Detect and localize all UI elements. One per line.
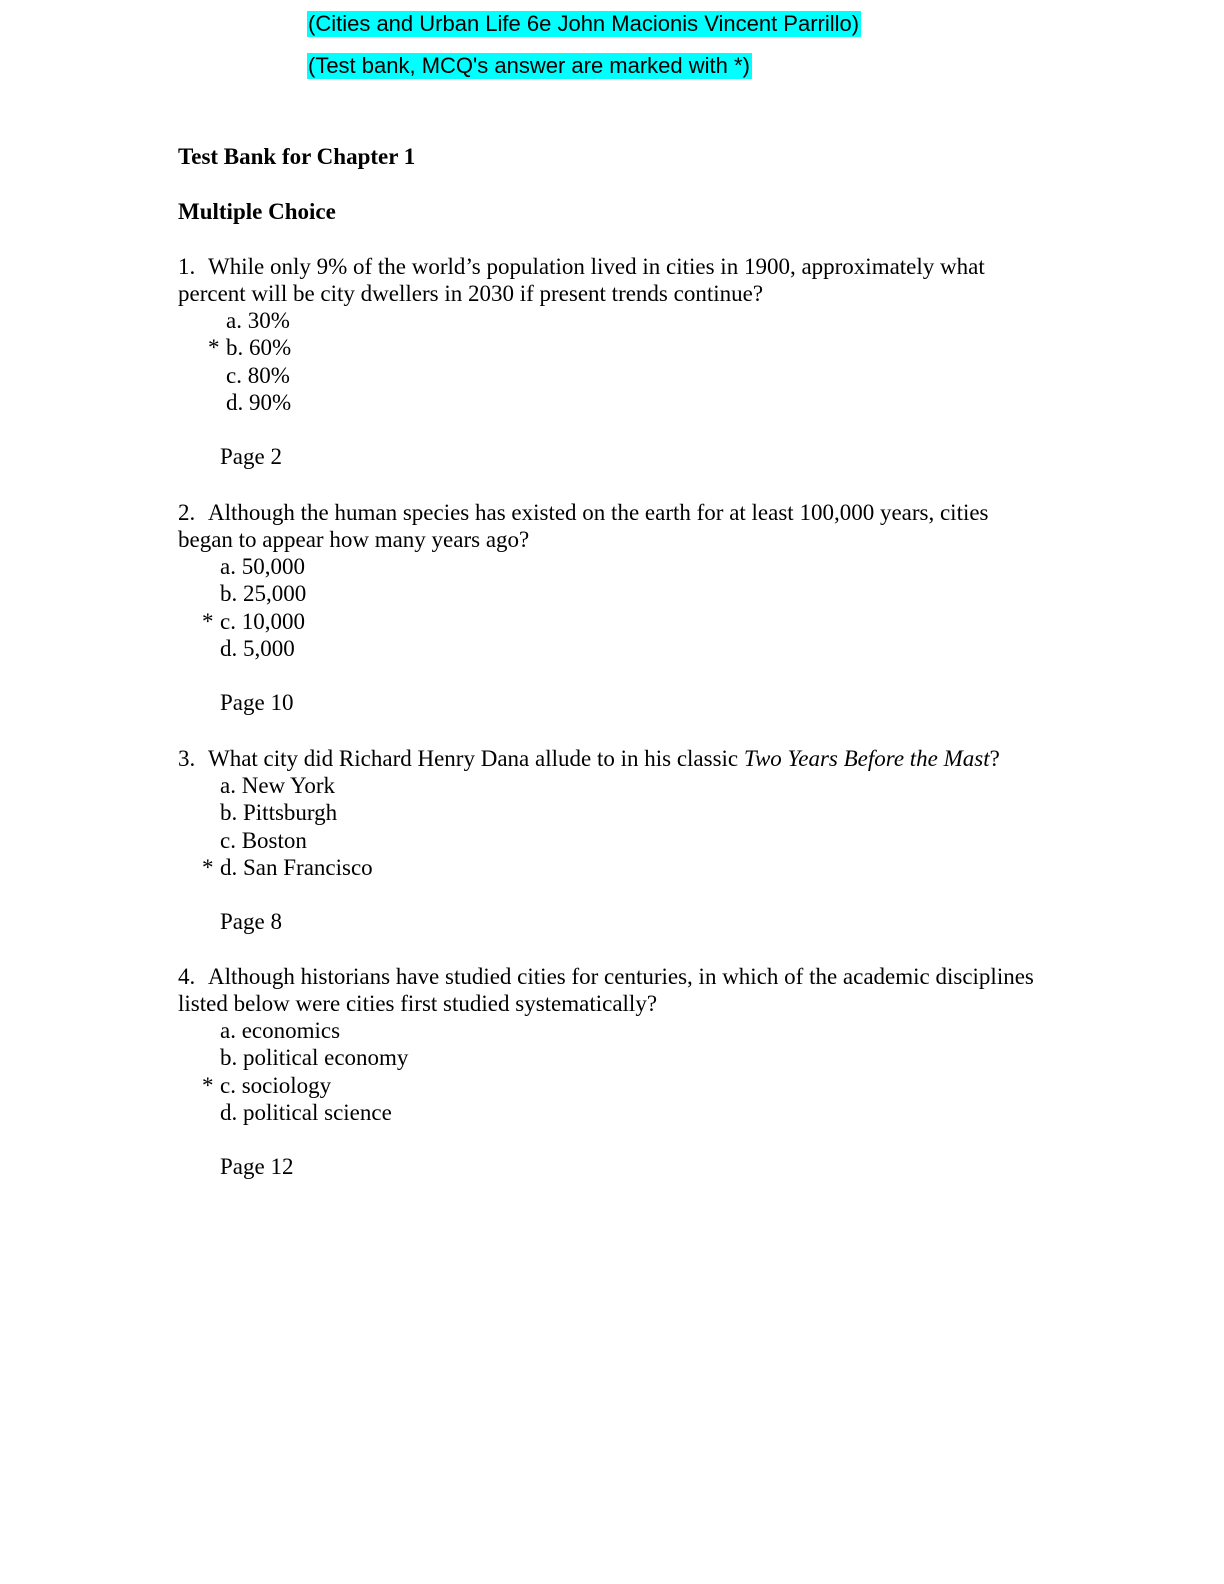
question-stem: Although historians have studied cities for centuries, in which of the academic disciplines listed below were cities first studied systematically?	[178, 964, 1034, 1016]
answer-option	[178, 580, 1048, 607]
option-label: a. economics	[220, 1018, 341, 1043]
answer-options	[178, 1017, 1048, 1126]
option-label: b. Pittsburgh	[220, 800, 338, 826]
option-label: d. 5,000	[220, 635, 295, 661]
page-reference: Page 8	[220, 909, 282, 935]
option-label: c. 10,000	[220, 608, 305, 634]
answer-option	[178, 362, 1048, 389]
question-text	[178, 253, 1048, 307]
question-text	[178, 963, 1048, 1017]
answer-option	[178, 799, 1048, 826]
option-label: d. political science	[220, 1099, 392, 1125]
answer-option	[178, 772, 1048, 799]
answer-option	[178, 1072, 1048, 1099]
page-reference: Page 10	[220, 690, 294, 716]
answer-options	[178, 772, 1048, 881]
answer-option	[178, 1044, 1048, 1071]
answer-option	[178, 608, 1048, 635]
answer-marker: *	[202, 608, 214, 634]
answer-option	[178, 635, 1048, 662]
question-stem-end: ?	[989, 746, 1000, 771]
question-number: 1.	[178, 254, 196, 279]
question-stem: What city did Richard Henry Dana allude to in his classic	[208, 746, 744, 771]
page-reference: Page 12	[220, 1154, 294, 1180]
answer-option	[178, 307, 1048, 334]
answer-option	[178, 334, 1048, 361]
book-title: Two Years Before the Mast	[743, 746, 990, 771]
question-stem: Although the human species has existed on the earth for at least 100,000 years, cities began to appear how many years ago?	[178, 500, 989, 552]
answer-options	[178, 307, 1048, 416]
page-title: Test Bank for Chapter 1	[178, 144, 416, 169]
answer-option	[178, 1099, 1048, 1126]
answer-marker: *	[202, 1072, 214, 1098]
answer-option	[178, 389, 1048, 416]
answer-marker: *	[202, 854, 214, 880]
question-number: 2.	[178, 500, 196, 525]
question-3	[178, 745, 1048, 935]
question-stem: While only 9% of the world’s population lived in cities in 1900, approximately what percent will be city dwellers in 2030 if present trends continue?	[178, 254, 985, 306]
question-4	[178, 963, 1048, 1180]
option-label: c. Boston	[220, 827, 307, 853]
option-label: b. political economy	[220, 1045, 409, 1071]
option-label: a. New York	[220, 773, 335, 798]
answer-option	[178, 1017, 1048, 1044]
answer-option	[178, 553, 1048, 580]
question-2	[178, 499, 1048, 716]
option-label: d. San Francisco	[220, 854, 373, 880]
question-1	[178, 253, 1048, 470]
answer-option	[178, 827, 1048, 854]
option-label: c. sociology	[220, 1072, 332, 1098]
question-number: 4.	[178, 964, 196, 989]
answer-option	[178, 854, 1048, 881]
option-label: c. 80%	[226, 362, 290, 388]
option-label: d. 90%	[226, 389, 292, 415]
question-text	[178, 745, 1048, 772]
question-text	[178, 499, 1048, 553]
section-heading: Multiple Choice	[178, 199, 336, 224]
page-reference: Page 2	[220, 444, 282, 470]
option-label: a. 50,000	[220, 554, 305, 579]
answer-marker: *	[208, 335, 220, 361]
answer-options	[178, 553, 1048, 662]
question-number: 3.	[178, 746, 196, 771]
option-label: b. 60%	[226, 335, 292, 361]
option-label: b. 25,000	[220, 581, 307, 607]
option-label: a. 30%	[226, 308, 290, 333]
answer-key-note: (Test bank, MCQ's answer are marked with *)	[308, 53, 750, 78]
source-banner: (Cities and Urban Life 6e John Macionis Vincent Parrillo)	[308, 11, 860, 36]
